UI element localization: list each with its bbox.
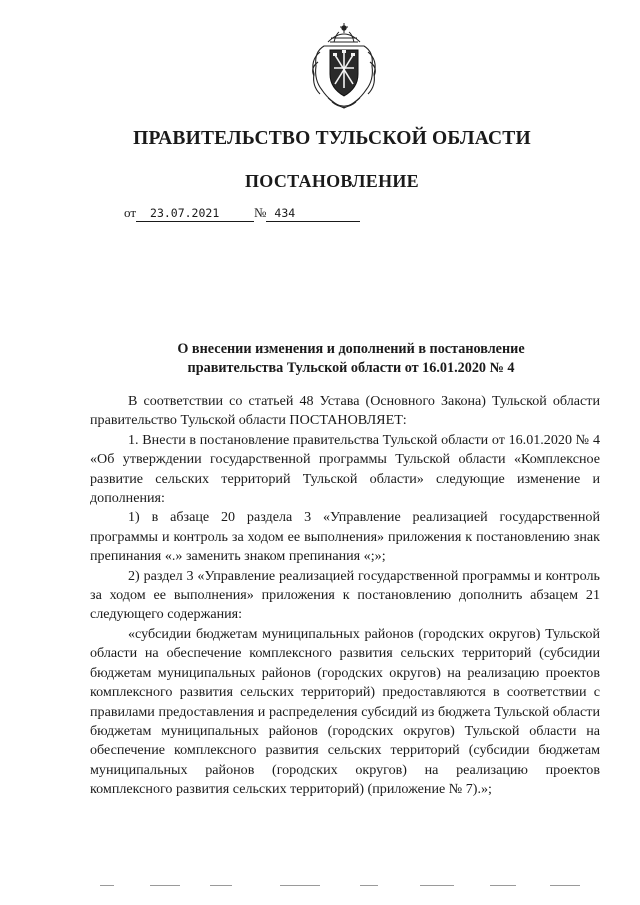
document-type-heading: ПОСТАНОВЛЕНИЕ [245, 171, 419, 191]
paragraph-subitem-2: 2) раздел 3 «Управление реализацией государственной программы и контроль за ходом ее выполнения» приложения к постановлению дополнить абзацем 21 следующего содержания: [90, 567, 600, 623]
document-subject [0, 340, 640, 378]
scan-edge-artifact [90, 884, 600, 888]
number-label: № [254, 205, 267, 220]
date-field: 23.07.2021 [136, 206, 254, 222]
paragraph-preamble: В соответствии со статьей 48 Устава (Основного Закона) Тульской области правительство Тульской области ПОСТАНОВЛЯЕТ: [90, 393, 600, 429]
organization-title: ПРАВИТЕЛЬСТВО ТУЛЬСКОЙ ОБЛАСТИ [133, 128, 531, 149]
number-field: 434 [266, 206, 360, 222]
document-body [90, 392, 600, 800]
coat-of-arms-icon [306, 22, 382, 114]
paragraph-item-1: 1. Внести в постановление правительства Тульской области от 16.01.2020 № 4 «Об утверждении государственной программы Тульской области «Комплексное развитие сельских территорий Тульской области» следующие изменение и дополнения: [90, 431, 600, 507]
paragraph-quoted-text: «субсидии бюджетам муниципальных районов (городских округов) Тульской области на обеспечение комплексного развития сельских территорий (субсидии бюджетам муниципальных районов (городских округов) на реализацию проектов комплексного развития сельских территорий) предоставляются в соответствии с правилами предоставления и распределения субсидий из бюджета Тульской области бюджетам муниципальных районов (городских округов) Тульской области на обеспечение комплексного развития сельских территорий (субсидии бюджетам муниципальных районов (городских округов) на реализацию проектов комплексного развития сельских территорий) (приложение № 7).»; [90, 625, 600, 798]
subject-line-1: О внесении изменения и дополнений в постановление [177, 341, 525, 357]
subject-line-2: правительства Тульской области от 16.01.2020 № 4 [187, 360, 515, 376]
registration-line [124, 205, 360, 222]
date-label: от [124, 205, 137, 220]
paragraph-subitem-1: 1) в абзаце 20 раздела 3 «Управление реализацией государственной программы и контроль за ходом ее выполнения» приложения к постановлению знак препинания «.» заменить знаком препинания «;»; [90, 509, 600, 565]
